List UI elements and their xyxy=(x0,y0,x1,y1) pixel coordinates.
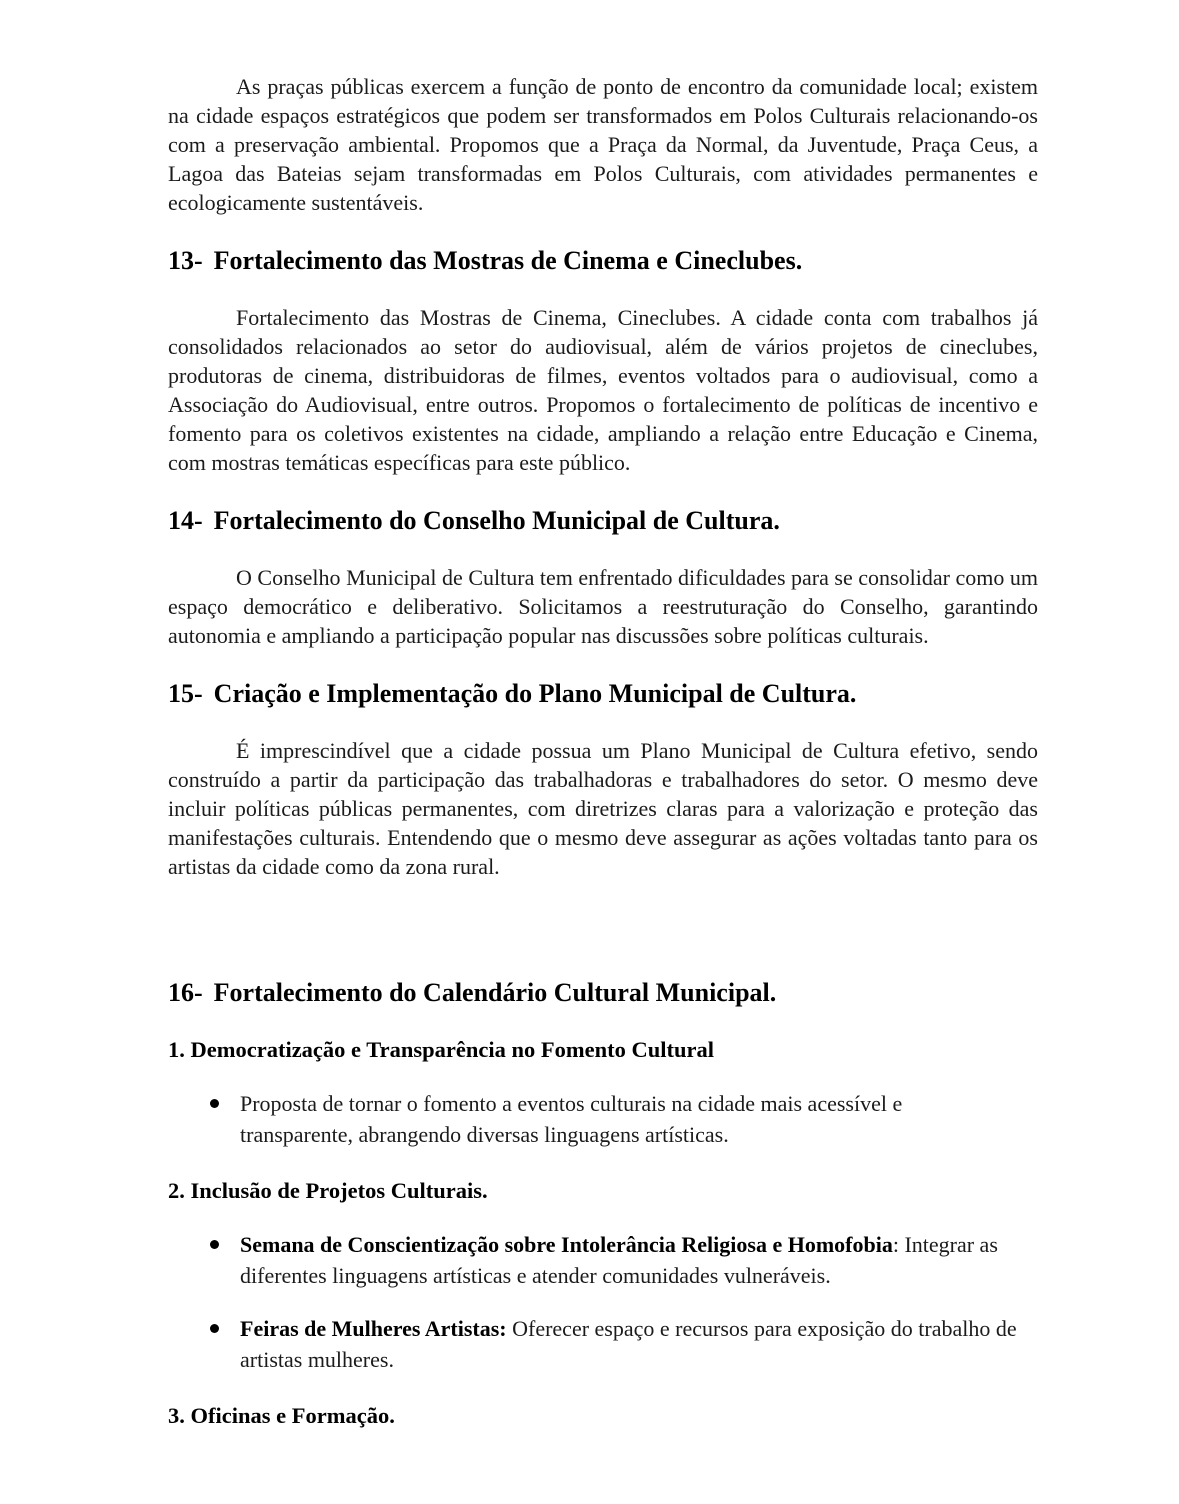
section-number: 13- xyxy=(168,246,203,275)
section-heading-16 xyxy=(168,977,1038,1009)
bullet-bold-lead: Feiras de Mulheres Artistas: xyxy=(240,1316,507,1341)
section-title: Fortalecimento do Conselho Municipal de Cultura. xyxy=(213,506,780,535)
section-title: Criação e Implementação do Plano Municipal de Cultura. xyxy=(213,679,857,708)
paragraph-section-15: É imprescindível que a cidade possua um Plano Municipal de Cultura efetivo, sendo construído a partir da participação das trabalhadoras e trabalhadores do setor. O mesmo deve incluir políticas públicas permanentes, com diretrizes claras para a valorização e proteção das manifestações culturais. Entendendo que o mesmo deve assegurar as ações voltadas tanto para os artistas da cidade como da zona rural. xyxy=(168,738,1038,879)
bullet-icon xyxy=(210,1240,219,1249)
bullet-list-2 xyxy=(168,1229,1038,1375)
paragraph-intro: As praças públicas exercem a função de ponto de encontro da comunidade local; existem na cidade espaços estratégicos que podem ser transformados em Polos Culturais relacionando-os com a preservação ambiental. Propomos que a Praça da Normal, da Juventude, Praça Ceus, a Lagoa das Bateias sejam transformadas em Polos Culturais, com atividades permanentes e ecologicamente sustentáveis. xyxy=(168,74,1038,215)
section-number: 15- xyxy=(168,679,203,708)
bullet-bold-lead: Semana de Conscientização sobre Intolerância Religiosa e Homofobia xyxy=(240,1232,893,1257)
bullet-text xyxy=(240,1313,1020,1375)
subsection-heading-1: 1. Democratização e Transparência no Fomento Cultural xyxy=(168,1037,714,1062)
paragraph-section-13: Fortalecimento das Mostras de Cinema, Cineclubes. A cidade conta com trabalhos já consolidados relacionados ao setor do audiovisual, além de vários projetos de cineclubes, produtoras de cinema, distribuidoras de filmes, eventos voltados para o audiovisual, como a Associação do Audiovisual, entre outros. Propomos o fortalecimento de políticas de incentivo e fomento para os coletivos existentes na cidade, ampliando a relação entre Educação e Cinema, com mostras temáticas específicas para este público. xyxy=(168,305,1038,475)
section-heading-14 xyxy=(168,505,1038,537)
subsection-heading-3: 3. Oficinas e Formação. xyxy=(168,1403,395,1428)
bullet-text xyxy=(240,1088,1020,1150)
bullet-item xyxy=(210,1229,1038,1291)
subsection-heading-2: 2. Inclusão de Projetos Culturais. xyxy=(168,1178,488,1203)
bullet-icon xyxy=(210,1099,219,1108)
section-title: Fortalecimento do Calendário Cultural Municipal. xyxy=(213,978,777,1007)
bullet-list-1 xyxy=(168,1088,1038,1150)
bullet-body: Proposta de tornar o fomento a eventos culturais na cidade mais acessível e transparente, abrangendo diversas linguagens artísticas. xyxy=(240,1091,903,1147)
paragraph-section-14: O Conselho Municipal de Cultura tem enfrentado dificuldades para se consolidar como um espaço democrático e deliberativo. Solicitamos a reestruturação do Conselho, garantindo autonomia e ampliando a participação popular nas discussões sobre políticas culturais. xyxy=(168,565,1038,648)
section-title: Fortalecimento das Mostras de Cinema e Cineclubes. xyxy=(213,246,803,275)
section-number: 14- xyxy=(168,506,203,535)
bullet-body: : Integrar as diferentes linguagens artísticas e atender comunidades vulneráveis. xyxy=(240,1232,998,1288)
bullet-text xyxy=(240,1229,1020,1291)
bullet-body: Oferecer espaço e recursos para exposição do trabalho de artistas mulheres. xyxy=(240,1316,1017,1372)
section-heading-15 xyxy=(168,678,1038,710)
section-heading-13 xyxy=(168,245,1038,277)
bullet-item xyxy=(210,1313,1038,1375)
bullet-item xyxy=(210,1088,1038,1150)
section-number: 16- xyxy=(168,978,203,1007)
bullet-icon xyxy=(210,1324,219,1333)
